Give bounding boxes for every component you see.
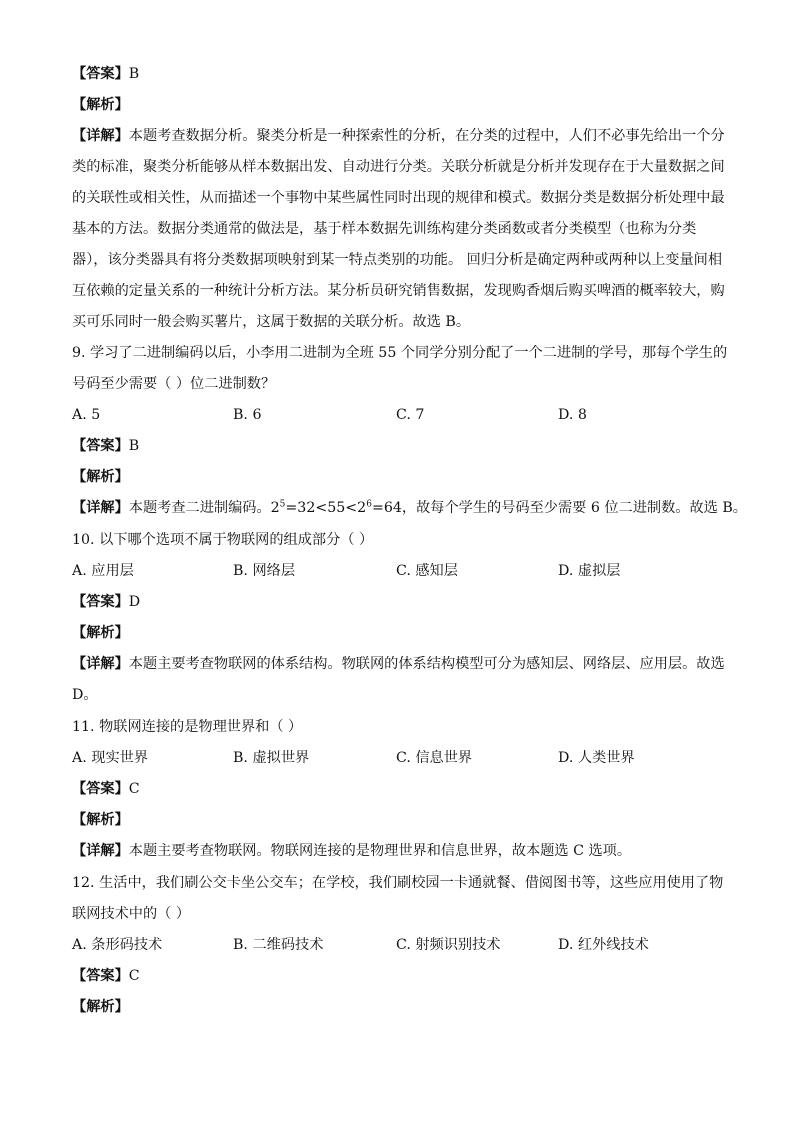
q9-stem: 号码至少需要（ ）位二进制数？: [72, 376, 276, 392]
q9-analysis-label: 【解析】: [72, 469, 129, 485]
q8-detail-line: 器），该分类器具有将分类数据项映射到某一特点类别的功能。 回归分析是确定两种或两种以上变量间相: [72, 252, 723, 268]
q11-answer-line: [72, 779, 140, 799]
q10-option-a: A. 应用层: [72, 563, 134, 579]
q12-answer-value: C: [128, 968, 140, 984]
detail-label: 【详解】: [72, 128, 129, 144]
q9-option-c: C. 7: [396, 407, 425, 423]
q10-stem: 10. 以下哪个选项不属于物联网的组成部分（ ）: [72, 532, 374, 548]
q11-analysis-label: 【解析】: [72, 812, 129, 828]
q8-analysis-label: 【解析】: [72, 97, 129, 113]
exponent: 6: [366, 499, 372, 510]
q11-answer-value: C: [128, 781, 140, 797]
q8-answer-line: [72, 64, 139, 84]
q8-detail-line: 【详解】本题考查数据分析。聚类分析是一种探索性的分析，在分类的过程中，人们不必事先给出一个分: [72, 128, 725, 144]
detail-label: 【详解】: [72, 843, 129, 859]
q12-option-b: B. 二维码技术: [233, 937, 324, 953]
q9-stem: 9. 学习了二进制编码以后，小李用二进制为全班 55 个同学分别分配了一个二进制的学号，那每个学生的: [72, 345, 728, 361]
q9-answer-line: [72, 436, 139, 456]
q8-detail-line: 的关联性或相关性，从而描述一个事物中某些属性同时出现的规律和模式。数据分类是数据分析处理中最: [72, 190, 725, 206]
q10-option-b: B. 网络层: [233, 563, 296, 579]
q10-detail-line: D。: [72, 687, 98, 703]
q10-detail-line: 【详解】本题主要考查物联网的体系结构。物联网的体系结构模型可分为感知层、网络层、应用层。故选: [72, 656, 725, 672]
q12-stem: 12. 生活中，我们刷公交卡坐公交车；在学校，我们刷校园一卡通就餐、借阅图书等，这些应用使用了物: [72, 875, 724, 891]
q9-option-d: D. 8: [558, 407, 587, 423]
q11-option-a: A. 现实世界: [72, 750, 149, 766]
q11-option-c: C. 信息世界: [396, 750, 473, 766]
q11-detail-line: 【详解】本题主要考查物联网。物联网连接的是物理世界和信息世界，故本题选 C 选项。: [72, 843, 632, 859]
q10-option-d: D. 虚拟层: [558, 563, 621, 579]
q10-answer-line: [72, 592, 140, 612]
q12-option-a: A. 条形码技术: [72, 937, 163, 953]
answer-label: 【答案】: [72, 781, 129, 797]
q11-option-d: D. 人类世界: [558, 750, 635, 766]
q10-analysis-label: 【解析】: [72, 625, 129, 641]
q12-analysis-label: 【解析】: [72, 999, 129, 1015]
q9-detail-line: 【详解】本题考查二进制编码。$2^5=32<55<2^6=64$，故每个学生的号码至少需要 6 位二进制数。故选 B。: [72, 499, 747, 516]
q12-answer-line: [72, 966, 140, 986]
q12-option-c: C. 射频识别技术: [396, 937, 501, 953]
q12-stem: 联网技术中的（ ）: [72, 906, 191, 922]
detail-label: 【详解】: [72, 500, 129, 516]
q9-answer-value: B: [128, 438, 140, 454]
answer-label: 【答案】: [72, 968, 129, 984]
q8-detail-line: 基本的方法。数据分类通常的做法是，基于样本数据先训练构建分类函数或者分类模型（也称为分类: [72, 221, 697, 237]
exponent: 5: [279, 499, 286, 510]
q11-option-b: B. 虚拟世界: [233, 750, 310, 766]
q8-answer-value: B: [128, 66, 140, 82]
q9-option-b: B. 6: [233, 407, 262, 423]
q10-option-c: C. 感知层: [396, 563, 458, 579]
q12-option-d: D. 红外线技术: [558, 937, 649, 953]
q8-detail-line: 类的标准，聚类分析能够从样本数据出发、自动进行分类。关联分析就是分析并发现存在于大量数据之间: [72, 159, 725, 175]
answer-label: 【答案】: [72, 66, 129, 82]
detail-label: 【详解】: [72, 656, 129, 672]
q10-answer-value: D: [128, 594, 141, 610]
q8-detail-line: 买可乐同时一般会购买薯片，这属于数据的关联分析。故选 B。: [72, 314, 471, 330]
q8-detail-line: 互依赖的定量关系的一种统计分析方法。某分析员研究销售数据，发现购香烟后购买啤酒的概率较大，购: [72, 283, 725, 299]
answer-label: 【答案】: [72, 594, 129, 610]
answer-label: 【答案】: [72, 438, 129, 454]
q9-option-a: A. 5: [72, 407, 101, 423]
q11-stem: 11. 物联网连接的是物理世界和（ ）: [72, 719, 303, 735]
